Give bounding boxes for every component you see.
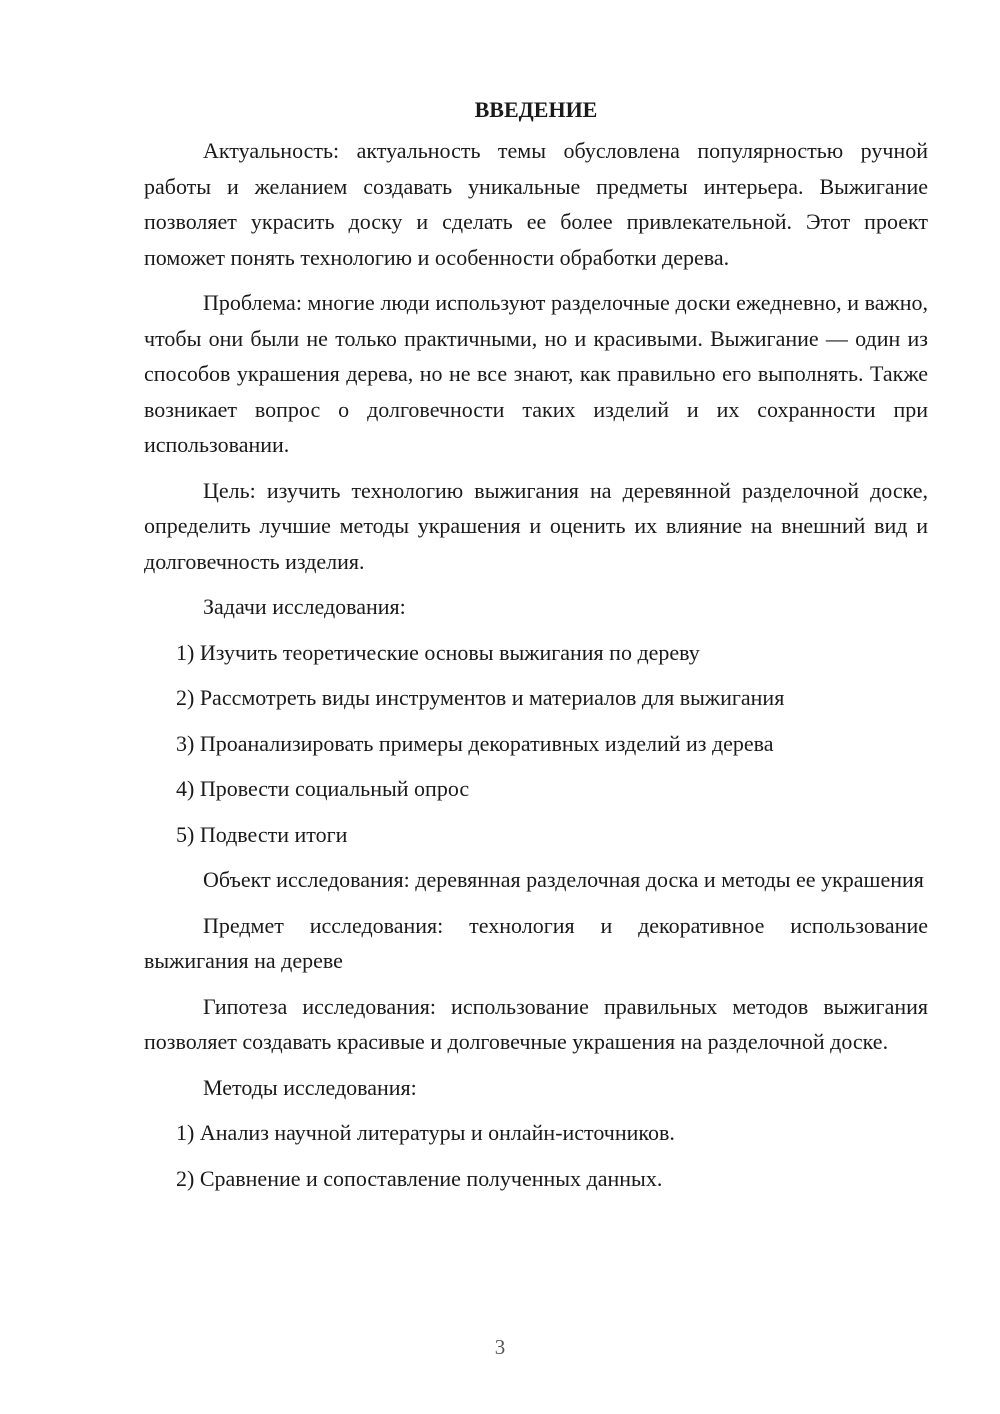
list-item: 3) Проанализировать примеры декоративных изделий из дерева bbox=[176, 730, 774, 756]
hypothesis-paragraph: Гипотеза исследования: использование правильных методов выжигания позволяет создавать красивые и долговечные украшения на разделочной доске. bbox=[144, 993, 928, 1054]
subject-paragraph: Предмет исследования: технология и декоративное использование выжигания на дереве bbox=[144, 912, 928, 973]
list-item: 2) Сравнение и сопоставление полученных данных. bbox=[176, 1165, 663, 1191]
document-title: ВВЕДЕНИЕ bbox=[474, 97, 598, 122]
goal-paragraph: Цель: изучить технологию выжигания на деревянной разделочной доске, определить лучшие методы украшения и оценить их влияние на внешний вид и долговечность изделия. bbox=[144, 477, 928, 574]
tasks-list bbox=[144, 635, 928, 853]
problem-paragraph: Проблема: многие люди используют разделочные доски ежедневно, и важно, чтобы они были не только практичными, но и красивыми. Выжигание — один из способов украшения дерева, но не все знают, как правильно его выполнять. Также возникает вопрос о долговечности таких изделий и их сохранности при использовании. bbox=[144, 290, 928, 457]
document-page bbox=[144, 92, 928, 1206]
tasks-label: Задачи исследования: bbox=[203, 594, 406, 619]
methods-label: Методы исследования: bbox=[203, 1074, 417, 1100]
methods-list bbox=[144, 1115, 928, 1196]
relevance-paragraph: Актуальность: актуальность темы обусловлена популярностью ручной работы и желанием создавать уникальные предметы интерьера. Выжигание позволяет украсить доску и сделать ее более привлекательной. Этот проект поможет понять технологию и особенности обработки дерева. bbox=[144, 138, 928, 270]
list-item: 4) Провести социальный опрос bbox=[176, 776, 470, 801]
list-item: 2) Рассмотреть виды инструментов и материалов для выжигания bbox=[176, 685, 785, 710]
object-paragraph: Объект исследования: деревянная разделочная доска и методы ее украшения bbox=[203, 867, 924, 892]
list-item: 5) Подвести итоги bbox=[176, 821, 348, 847]
page-number: 3 bbox=[494, 1335, 506, 1359]
list-item: 1) Изучить теоретические основы выжигания по дереву bbox=[176, 639, 700, 665]
list-item: 1) Анализ научной литературы и онлайн-источников. bbox=[176, 1120, 675, 1145]
